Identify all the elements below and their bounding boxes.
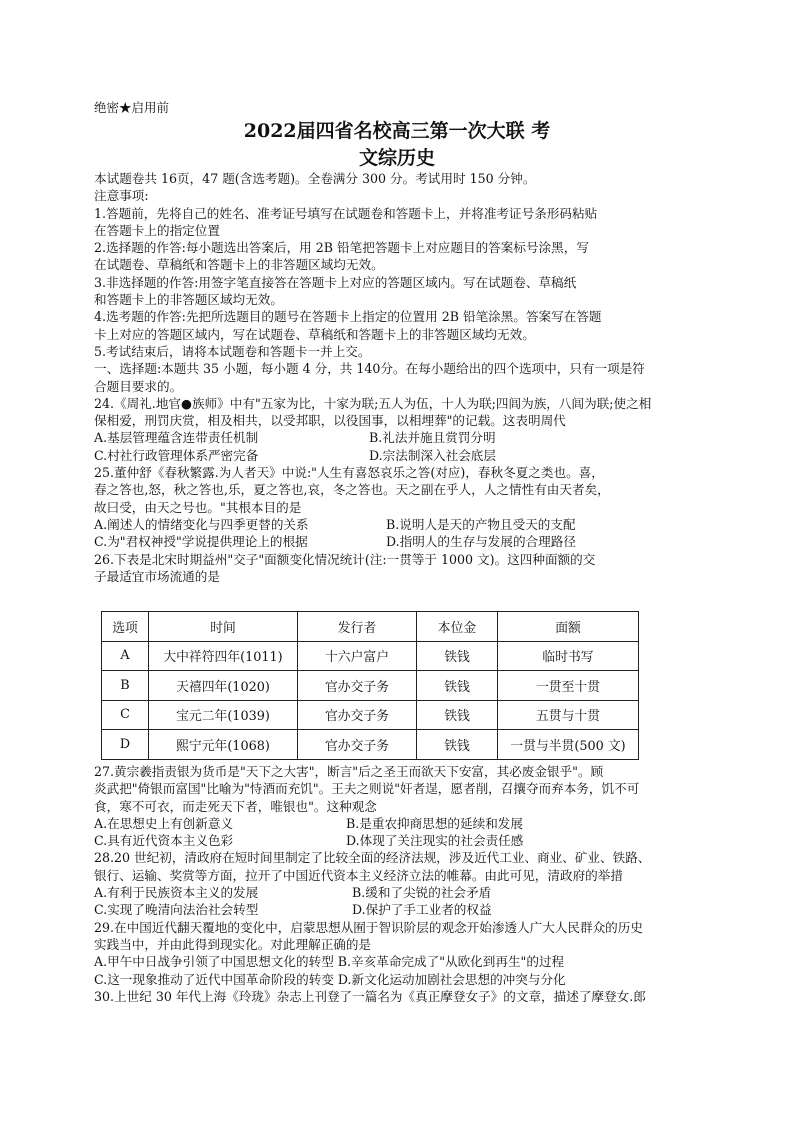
table-cell: 宝元二年(1039) [149, 700, 298, 730]
section-heading: 合题目要求的。 [94, 378, 183, 394]
question-27-options-row [94, 832, 704, 849]
question-29-options-row: A.甲午中日战争引领了中国思想文化的转型 B.辛亥革命完成了"从欧化到再生"的过程 [94, 954, 565, 970]
question-24-options-row [94, 429, 704, 446]
option-d: D.宗法制深入社会底层 [369, 447, 496, 463]
question-29-stem: 实践当中，并由此得到现实化。对此理解正确的是 [94, 936, 372, 952]
column-header: 时间 [149, 612, 298, 642]
table-row [102, 730, 639, 760]
intro-line: 和答题卡上的非答题区域均无效。 [94, 292, 283, 308]
option-c: C.为"君权神授"学说提供理论上的根据 [94, 534, 308, 550]
question-28-options-row [94, 884, 704, 901]
table-cell: 一贯与半贯(500 文) [498, 730, 639, 760]
table-cell: B [102, 671, 149, 701]
question-25-options-row [94, 533, 704, 550]
question-29-stem: 29.在中国近代翻天覆地的变化中，启蒙思想从囿于智识阶层的观念开始渗透人广大人民群众的历史 [94, 919, 643, 935]
option-b: B.是重农抑商思想的延续和发展 [346, 815, 523, 831]
intro-line: 2.选择题的作答:每小题选出答案后，用 2B 铅笔把答题卡上对应题目的答案标号涂黑，写 [94, 240, 589, 256]
table-cell: C [102, 700, 149, 730]
question-27-stem: 炎武把"倚银而富国"比喻为"恃酒而充饥"。王夫之则说"奸者逞，愿者削，召攘夺而弃本务，饥不可 [94, 781, 640, 797]
question-27-stem: 食，寒不可衣，而走死天下者，唯银也"。这种观念 [94, 798, 377, 814]
table-header-row [102, 612, 639, 642]
table-row [102, 700, 639, 730]
table-cell: 熙宁元年(1068) [149, 730, 298, 760]
question-28-stem: 28.20 世纪初，清政府在短时间里制定了比较全面的经济法规，涉及近代工业、商业、矿业、铁路、 [94, 850, 651, 866]
question-24-stem: 保相爱，刑罚庆赏，相及相共，以受邦职，以役国事，以相埋葬"的记载。这表明周代 [94, 413, 566, 429]
question-24-stem: 24.《周礼.地官●族师》中有"五家为比，十家为联;五人为伍，十人为联;四闾为族，八闾为联;使之相 [94, 395, 652, 411]
table-row [102, 671, 639, 701]
intro-line: 3.非选择题的作答:用签字笔直接答在答题卡上对应的答题区域内。写在试题卷、草稿纸 [94, 274, 577, 290]
table-cell: 铁钱 [417, 700, 498, 730]
section-heading: 一、选择题:本题共 35 小题，每小题 4 分，共 140分。在每小题给出的四个选项中，只有一项是符 [94, 361, 645, 377]
intro-line: 在试题卷、草稿纸和答题卡上的非答题区域均无效。 [94, 257, 384, 273]
option-b: B.缓和了尖锐的社会矛盾 [352, 885, 492, 901]
table-cell: 官办交子务 [298, 730, 417, 760]
exam-body-lower [94, 763, 704, 1005]
table-cell: 临时书写 [498, 641, 639, 671]
column-header: 发行者 [298, 612, 417, 642]
exam-subject: 文综历史 [358, 147, 435, 169]
exam-body-upper [94, 170, 704, 585]
exam-title: 2022届四省名校高三第一次大联 考 [243, 120, 551, 142]
option-d: D.保护了手工业者的权益 [352, 902, 492, 918]
jiaozi-denomination-table [101, 611, 639, 760]
question-26-stem: 26.下表是北宋时期益州"交子"面额变化情况统计(注:一贯等于 1000 文)。这四种面额的交 [94, 551, 596, 567]
table-cell: 官办交子务 [298, 671, 417, 701]
question-27-stem: 27.黄宗羲指责银为货币是"天下之大害"，断言"后之圣王而欲天下安富，其必废金银乎"。顾 [94, 764, 604, 779]
column-header: 本位金 [417, 612, 498, 642]
option-c: C.村社行政管理体系严密完备 [94, 447, 259, 463]
column-header: 面额 [498, 612, 639, 642]
intro-line: 在答题卡上的指定位置 [94, 222, 220, 238]
table-cell: 铁钱 [417, 641, 498, 671]
question-27-options-row [94, 815, 704, 832]
question-28-stem: 银行、运输、奖赏等方面，拉开了中国近代资本主义经济立法的帷幕。由此可见，清政府的举措 [94, 867, 623, 883]
option-b: B.礼法并施且赏罚分明 [369, 430, 496, 446]
question-25-stem: 故曰受，由天之号也。"其根本目的是 [94, 499, 302, 515]
question-28-options-row [94, 901, 704, 918]
option-a: A.有利于民族资本主义的发展 [94, 885, 259, 901]
table-cell: D [102, 730, 149, 760]
table-cell: 铁钱 [417, 671, 498, 701]
table-cell: A [102, 641, 149, 671]
option-a: A.在思想史上有创新意义 [94, 815, 234, 831]
table-cell: 十六户富户 [298, 641, 417, 671]
question-30-stem: 30.上世纪 30 年代上海《玲珑》杂志上刊登了一篇名为《真正摩登女子》的文章，描述了摩登女.郎 [94, 988, 646, 1004]
table-cell: 天禧四年(1020) [149, 671, 298, 701]
question-25-options-row [94, 516, 704, 533]
table-cell: 大中祥符四年(1011) [149, 641, 298, 671]
option-d: D.体现了关注现实的社会责任感 [346, 833, 524, 849]
option-c: C.具有近代资本主义色彩 [94, 833, 234, 849]
option-c: C.实现了晚清向法治社会转型 [94, 902, 259, 918]
intro-line: 本试题卷共 16页，47 题(含选考题)。全卷满分 300 分。考试用时 150 分钟。 [94, 171, 536, 186]
table-cell: 铁钱 [417, 730, 498, 760]
table-cell: 一贯至十贯 [498, 671, 639, 701]
option-a: A.阐述人的情绪变化与四季更替的关系 [94, 516, 309, 532]
intro-line: 卡上对应的答题区域内，写在试题卷、草稿纸和答题卡上的非答题区域均无效。 [94, 326, 535, 342]
table-row [102, 641, 639, 671]
option-b: B.说明人是天的产物且受天的支配 [386, 516, 576, 532]
table-cell: 官办交子务 [298, 700, 417, 730]
confidential-mark: 绝密★启用前 [94, 100, 170, 115]
question-24-options-row [94, 447, 704, 464]
option-d: D.指明人的生存与发展的合理路径 [386, 534, 576, 550]
column-header: 选项 [102, 612, 149, 642]
table-cell: 五贯与十贯 [498, 700, 639, 730]
intro-line: 5.考试结束后，请将本试题卷和答题卡一并上交。 [94, 343, 371, 359]
question-29-options-row: C.这一现象推动了近代中国革命阶段的转变 D.新文化运动加剧社会思想的冲突与分化 [94, 971, 566, 987]
question-25-stem: 25.董仲舒《春秋繁露.为人者天》中说:"人生有喜怒哀乐之答(对应)，春秋冬夏之类也。喜， [94, 465, 604, 481]
intro-line: 4.选考题的作答:先把所选题目的题号在答题卡上指定的位置用 2B 铅笔涂黑。答案写在答题 [94, 309, 602, 325]
question-26-stem: 子最适宜市场流通的是 [94, 568, 220, 584]
question-25-stem: 春之答也,怒，秋之答也,乐，夏之答也,哀，冬之答也。天之副在乎人，人之情性有由天者矣， [94, 482, 610, 498]
intro-line: 1.答题前，先将自己的姓名、准考证号填写在试题卷和答题卡上，并将准考证号条形码粘贴 [94, 205, 598, 221]
option-a: A.基层管理蕴含连带责任机制 [94, 430, 259, 446]
intro-line: 注意事项: [94, 188, 149, 204]
